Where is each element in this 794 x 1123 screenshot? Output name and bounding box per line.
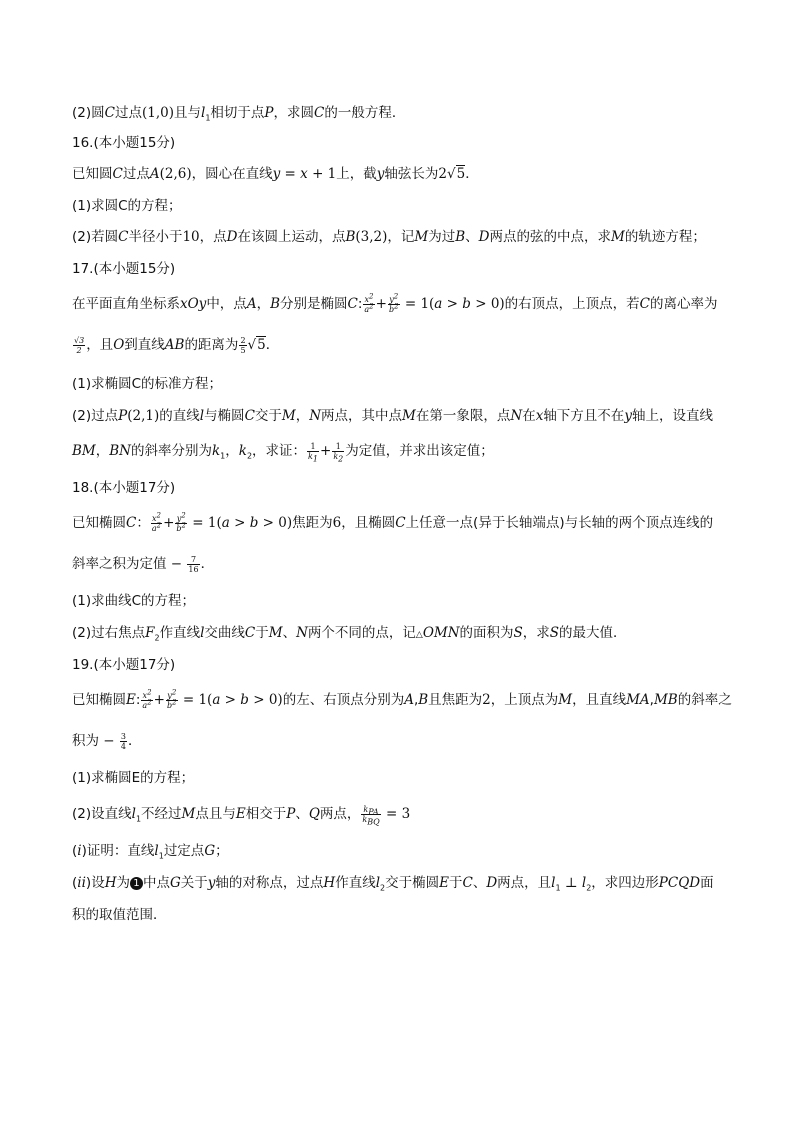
q18-header: 18.(本小题17分) (72, 480, 176, 496)
q17-header: 17.(本小题15分) (72, 261, 176, 277)
q19-stem-line1: 已知椭圆E: $\frac{x^2}{a^2}$ + $\frac{y^2}{b^2}$ = 1(a > b > 0)的左、右顶点分别为A,B且焦距为2，上顶点为M，且直线MA,MB的斜率之 (72, 687, 732, 710)
q19-part2-i: (i)证明：直线$l_1$过定点G； (72, 843, 229, 861)
q16-header: 16.(本小题15分) (72, 135, 176, 151)
q19-part2: (2)设直线$l_1$不经过M点且与E相交于P、Q两点， $\frac{k_{PA}}{k_{BQ}}$ = 3 (72, 804, 411, 827)
q17-part2-line2: BM，BN的斜率分别为$k_1$，$k_2$，求证： $\frac{1}{k_1}$ + $\frac{1}{k_2}$ 为定值，并求出该定值； (72, 441, 494, 464)
q17-part1: (1)求椭圆C的标准方程； (72, 376, 223, 392)
q19-part2-ii-line1: (ii)设H为 1 中点G关于y轴的对称点，过点H作直线$l_2$交于椭圆E于C、D两点，且$l_1$ ⊥ $l_2$，求四边形PCQD面 (72, 875, 714, 893)
q19-part2-ii-line2: 积的取值范围． (72, 907, 167, 923)
q17-part2-line1: (2)过点P(2,1)的直线l与椭圆C交于M，N两点，其中点M在第一象限，点N在x轴下方且不在y轴上，设直线 (72, 408, 713, 424)
q17-stem-line2: $\frac{√3}{2}$ ，且O到直线AB的距离为 $\frac{2}{5}$ √5． (74, 335, 280, 355)
q15-part2: (2)圆C过点(1,0)且与$l_1$相切于点P，求圆C的一般方程． (72, 105, 406, 123)
q16-stem: 已知圆C过点A(2,6)，圆心在直线y = x + 1上，截y轴弦长为2√5． (72, 166, 479, 182)
q18-stem-line1: 已知椭圆C： $\frac{x^2}{a^2}$ + $\frac{y^2}{b^2}$ = 1(a > b > 0)焦距为6，且椭圆C上任意一点(异于长轴端点)与长轴的两个顶点连线的 (72, 510, 714, 533)
q18-part1: (1)求曲线C的方程； (72, 593, 196, 609)
q16-part1: (1)求圆C的方程； (72, 198, 182, 214)
q19-stem-line2: 积为 − $\frac{3}{4}$ ． (72, 731, 142, 751)
q18-part2: (2)过右焦点$F_2$作直线l交曲线C于M、N两个不同的点，记△OMN的面积为S，求S的最大值． (72, 625, 627, 643)
q19-header: 19.(本小题17分) (72, 657, 176, 673)
q19-part1: (1)求椭圆E的方程； (72, 770, 195, 786)
q16-part2: (2)若圆C半径小于10，点D在该圆上运动，点B(3,2)，记M为过B、D两点的弦的中点，求M的轨迹方程； (72, 229, 706, 245)
circled-one-icon: 1 (130, 877, 143, 890)
q18-stem-line2: 斜率之积为定值 − $\frac{7}{16}$ ． (72, 554, 215, 574)
q17-stem-line1: 在平面直角坐标系xOy中，点A，B分别是椭圆C: $\frac{x^2}{a^2}$ + $\frac{y^2}{b^2}$ = 1(a > b > 0)的右顶点，上顶点，若C的离心率为 (72, 291, 718, 314)
